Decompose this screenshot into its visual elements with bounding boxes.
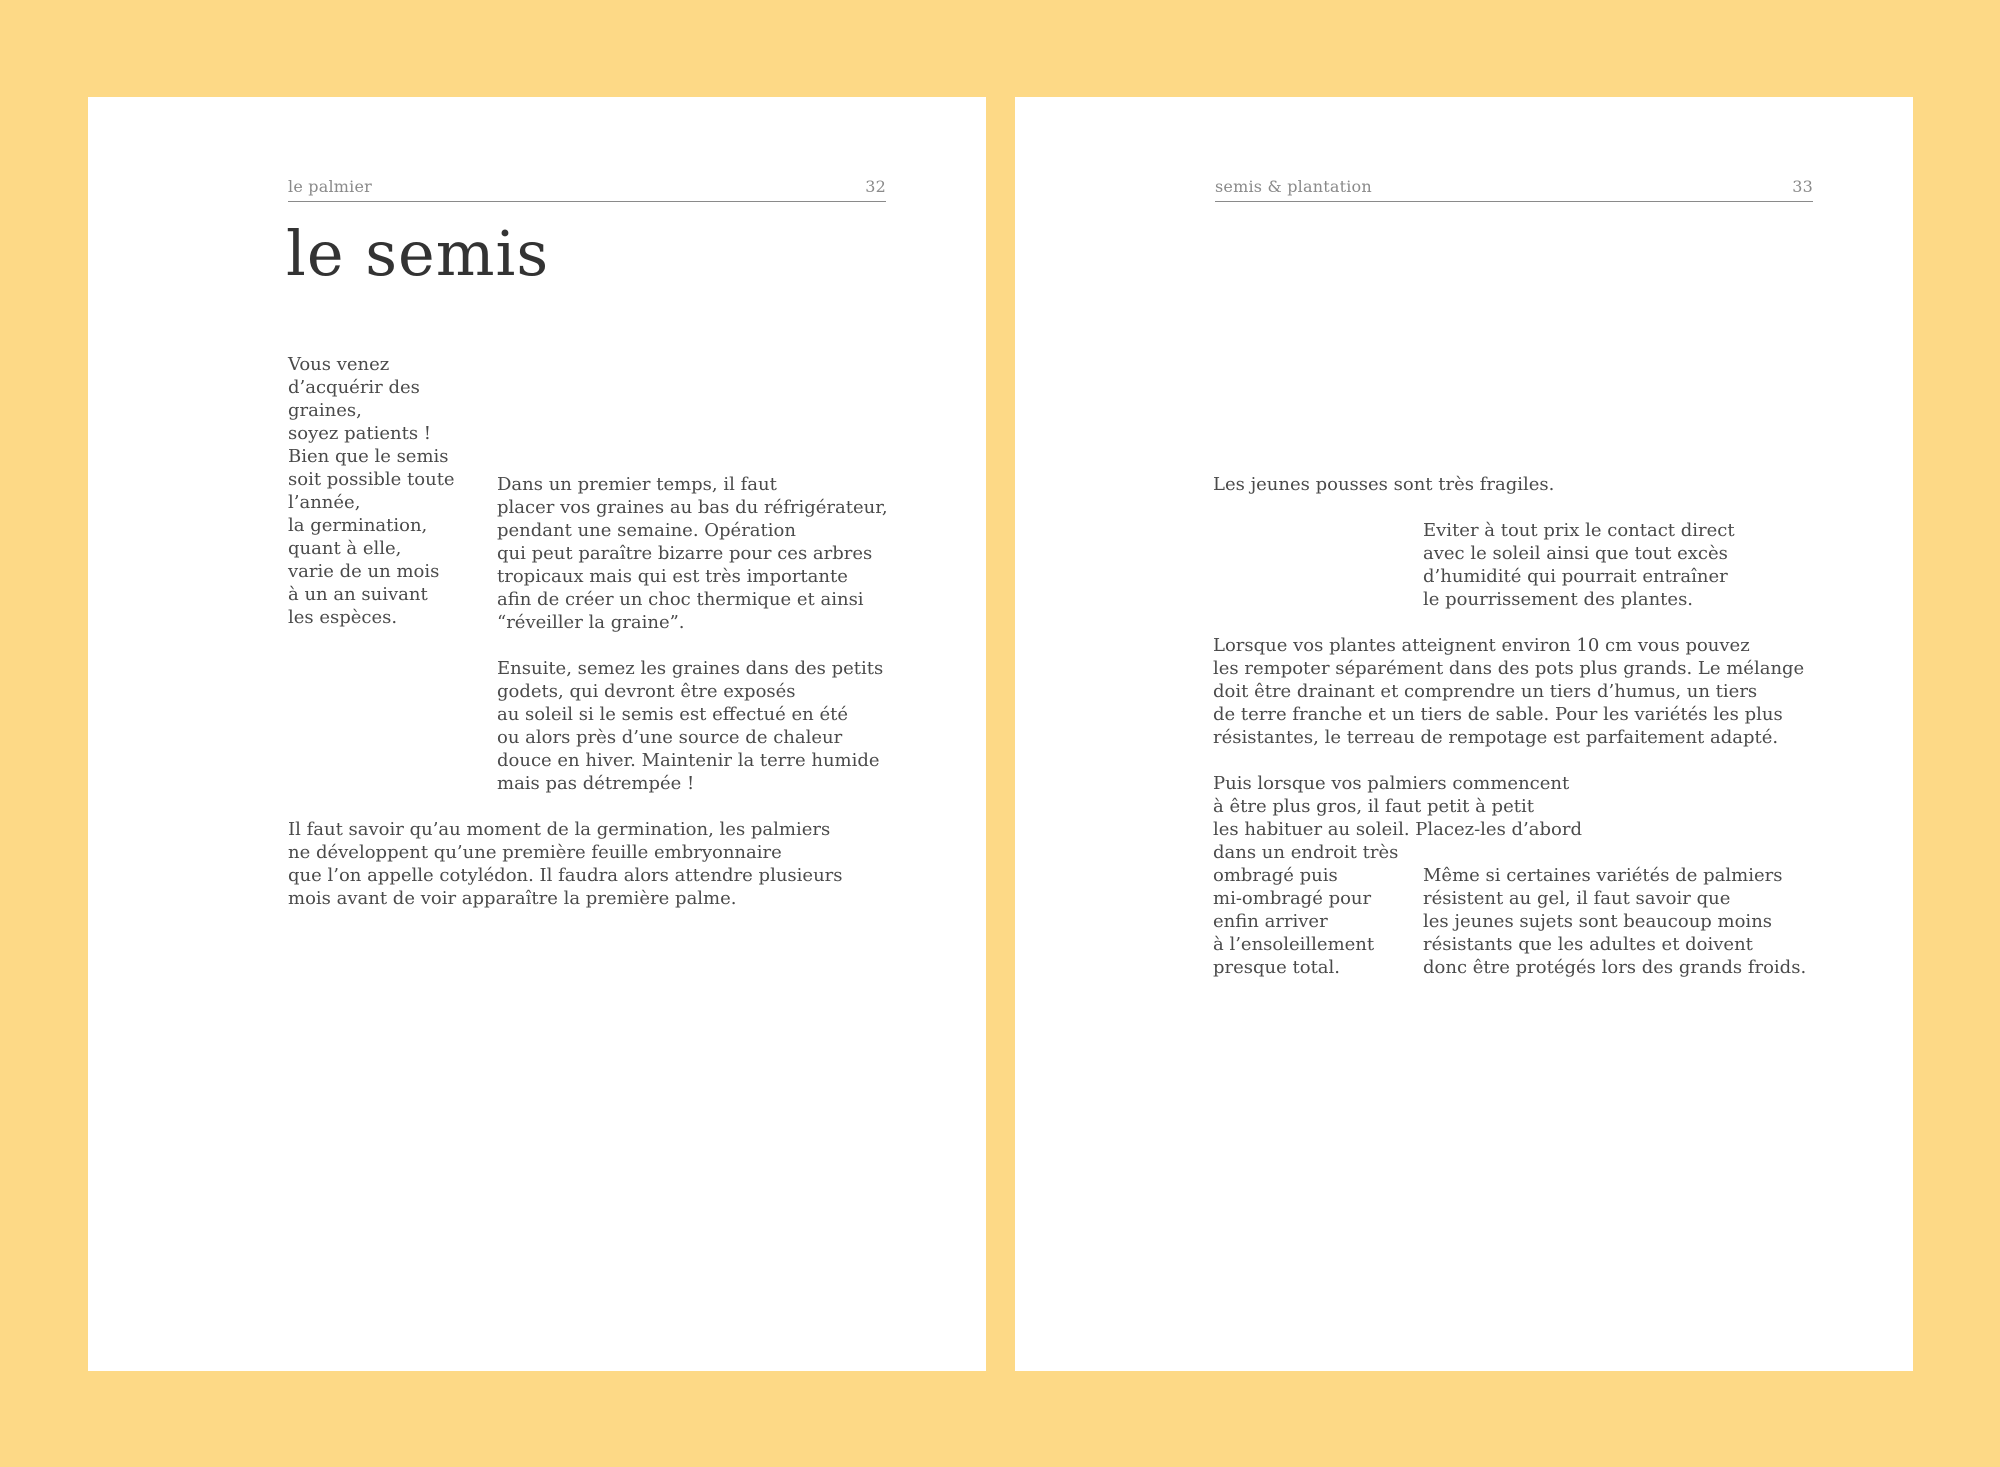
page-number: 33 (1792, 177, 1813, 196)
left-page (88, 97, 986, 1371)
paragraph-refrigeration: Dans un premier temps, il faut placer vos graines au bas du réfrigérateur, pendant une semaine. Opération qui peut paraître bizarre pour ces arbres tropicaux mais qui est très importante afin de créer un choc thermique et ainsi “réveiller la graine”. (497, 474, 888, 633)
chapter-title: le semis (286, 217, 550, 290)
paragraph-sowing: Ensuite, semez les graines dans des petits godets, qui devront être exposés au soleil si le semis est effectué en été ou alors près d’une source de chaleur douce en hiver. Maintenir la terre humide mais pas détrempée ! (497, 658, 884, 794)
paragraph-avoid-sun: Eviter à tout prix le contact direct avec le soleil ainsi que tout excès d’humidité qui pourrait entraîner le pourrissement des plantes. (1423, 520, 1735, 610)
running-head (1215, 177, 1813, 202)
intro-column: Vous venez d’acquérir des graines, soyez patients ! Bien que le semis soit possible toute l’année, la germination, quant à elle, varie de un mois à un an suivant les espèces. (288, 354, 455, 628)
page-number: 32 (865, 177, 886, 196)
paragraph-repotting: Lorsque vos plantes atteignent environ 10 cm vous pouvez les rempoter séparément dans des pots plus grands. Le mélange doit être drainant et comprendre un tiers d’humus, un tiers de terre franche et un tiers de sable. Pour les variétés les plus résistantes, le terreau de rempotage est parfaitement adapté. (1213, 635, 1805, 748)
paragraph-sun-acclimation: Puis lorsque vos palmiers commencent à être plus gros, il faut petit à petit les habituer au soleil. Placez-les d’abord dans un endroit très (1213, 773, 1582, 863)
paragraph-frost: Même si certaines variétés de palmiers résistent au gel, il faut savoir que les jeunes sujets sont beaucoup moins résistants que les adultes et doivent donc être protégés lors des grands froids. (1423, 865, 1807, 978)
running-head-title: le palmier (288, 177, 372, 196)
running-head-title: semis & plantation (1215, 177, 1372, 196)
paragraph-germination: Il faut savoir qu’au moment de la germination, les palmiers ne développent qu’une première feuille embryonnaire que l’on appelle cotylédon. Il faudra alors attendre plusieurs mois avant de voir apparaître la première palme. (288, 819, 843, 909)
running-head (288, 177, 886, 202)
paragraph-shade-column: ombragé puis mi-ombragé pour enfin arriver à l’ensoleillement presque total. (1213, 865, 1375, 978)
right-page (1015, 97, 1913, 1371)
paragraph-fragile-shoots: Les jeunes pousses sont très fragiles. (1213, 474, 1555, 495)
